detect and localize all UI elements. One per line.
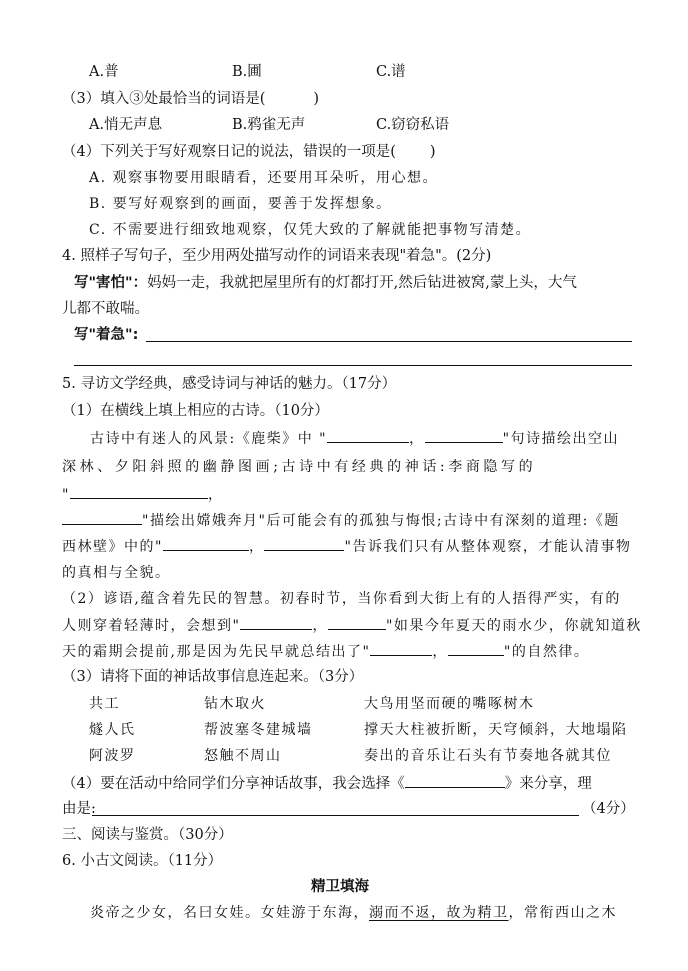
answer-line[interactable] (92, 815, 579, 816)
question-5-2: 人则穿着轻薄时，会想到" ， "如果今年夏天的雨水少，你就知道秋 (62, 615, 642, 636)
answer-blank[interactable] (328, 615, 386, 630)
option-c: C.窃窃私语 (376, 117, 450, 133)
section-heading: 三、阅读与鉴赏。（30分） (62, 827, 233, 843)
passage-text: 炎帝之少女，名曰女娃。女娃游于东海，溺而不返，故为精卫，常衔西山之木 (90, 905, 617, 921)
match-left-item[interactable]: 共工 (89, 696, 120, 712)
match-mid-item[interactable]: 怒触不周山 (204, 748, 282, 764)
poem-paragraph: 深林、夕阳斜照的幽静图画;古诗中有经典的神话:李商隐写的 (62, 459, 537, 475)
match-left-item[interactable]: 燧人氏 (89, 722, 136, 738)
option-b: B.鸦雀无声 (232, 117, 306, 133)
answer-blank[interactable] (264, 536, 344, 551)
question-5-2: 天的霜期会提前,那是因为先民早就总结出了" ， "的自然律。 (62, 641, 589, 662)
option-a: A.普 (89, 64, 119, 80)
answer-blank[interactable] (163, 536, 249, 551)
question-4-stem: 4. 照样子写句子，至少用两处描写动作的词语来表现"着急"。(2分) (62, 248, 492, 264)
option-a: A.悄无声息 (89, 117, 163, 133)
option-b: B.圃 (232, 64, 262, 80)
answer-blank[interactable] (70, 484, 208, 499)
question-5-2: （2）谚语,蕴含着先民的智慧。初春时节，当你看到大街上有的人捂得严实，有的 (62, 591, 621, 607)
poem-paragraph: "描绘出嫦娥奔月"后可能会有的孤独与悔恨;古诗中有深刻的道理:《题 (62, 510, 620, 531)
option-a: A. 观察事物要用眼睛看，还要用耳朵听，用心想。 (89, 170, 439, 186)
answer-line[interactable] (74, 365, 632, 366)
answer-blank[interactable] (370, 641, 432, 656)
option-c: C. 不需要进行细致地观察，仅凭大致的了解就能把事物写清楚。 (89, 222, 532, 238)
question-3-3: （3）填入③处最恰当的词语是( ) (62, 91, 320, 107)
question-5-4: （4）要在活动中给同学们分享神话故事，我会选择《 》来分享，理 (62, 773, 592, 794)
question-3-4: （4）下列关于写好观察日记的说法，错误的一项是( ) (62, 144, 436, 160)
answer-line[interactable] (146, 341, 632, 342)
answer-label: 写"着急": (74, 327, 139, 343)
score-note: （4分） (582, 801, 635, 817)
question-5-1-stem: （1）在横线上填上相应的古诗。（10分） (62, 403, 329, 419)
question-6-stem: 6. 小古文阅读。（11分） (62, 853, 223, 869)
poem-paragraph: 西林壁》中的" ， "告诉我们只有从整体观察，才能认清事物 (62, 536, 631, 557)
passage-title: 精卫填海 (311, 879, 369, 895)
match-mid-item[interactable]: 钻木取火 (204, 696, 266, 712)
poem-paragraph: 的真相与全貌。 (62, 565, 171, 581)
example-sentence-cont: 儿都不敢喘。 (62, 301, 149, 317)
underlined-sentence: 溺而不返，故为精卫 (369, 905, 509, 921)
match-mid-item[interactable]: 帮波塞冬建城墙 (204, 722, 313, 738)
answer-blank[interactable] (448, 641, 504, 656)
match-left-item[interactable]: 阿波罗 (89, 748, 136, 764)
match-right-item[interactable]: 大鸟用坚而硬的嘴啄树木 (364, 696, 535, 712)
option-c: C.谱 (376, 64, 406, 80)
answer-blank[interactable] (425, 428, 503, 443)
match-right-item[interactable]: 撑天大柱被折断，天穹倾斜，大地塌陷 (364, 722, 628, 738)
answer-blank[interactable] (405, 773, 505, 788)
match-right-item[interactable]: 奏出的音乐让石头有节奏地各就其位 (364, 748, 612, 764)
option-b: B. 要写好观察到的画面，要善于发挥想象。 (89, 196, 392, 212)
example-sentence: 写"害怕"：妈妈一走，我就把屋里所有的灯都打开,然后钻进被窝,蒙上头，大气 (74, 275, 577, 291)
poem-paragraph: 古诗中有迷人的风景:《鹿柴》中 " ， "句诗描绘出空山 (90, 428, 619, 449)
question-5-4-reason-label: 由是: (62, 801, 96, 817)
answer-blank[interactable] (240, 615, 312, 630)
poem-paragraph: " ， (62, 484, 223, 505)
question-5-stem: 5. 寻访文学经典，感受诗词与神话的魅力。（17分） (62, 376, 397, 392)
answer-blank[interactable] (62, 510, 142, 525)
answer-blank[interactable] (327, 428, 409, 443)
question-5-3-stem: （3）请将下面的神话故事信息连起来。（3分） (62, 669, 364, 685)
